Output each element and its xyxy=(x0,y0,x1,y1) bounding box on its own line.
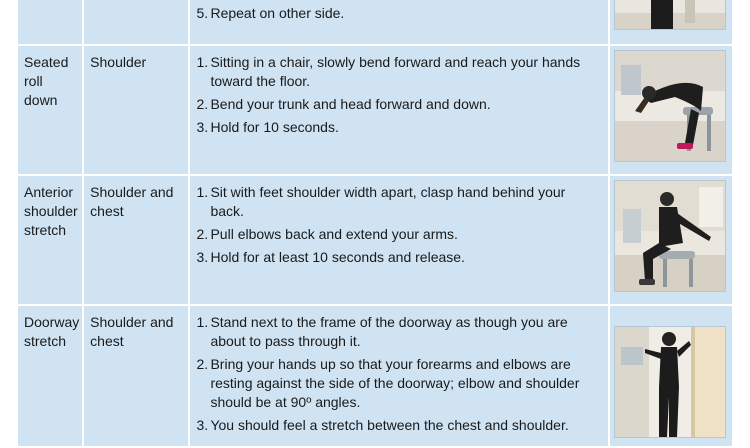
step-item xyxy=(196,183,601,221)
step-item xyxy=(196,225,601,244)
exercise-name-cell xyxy=(18,176,82,304)
body-area: Shoulder and chest xyxy=(90,184,174,219)
step-item xyxy=(196,95,601,114)
step-text: Sitting in a chair, slowly bend forward and reach your hands toward the floor. xyxy=(210,54,581,89)
step-number: 2. xyxy=(196,226,209,242)
table-row xyxy=(18,306,732,446)
photo-cell xyxy=(610,176,732,304)
exercise-name-cell xyxy=(18,46,82,174)
table-row xyxy=(18,0,732,44)
person-stretch-illustration xyxy=(615,0,725,29)
steps-list xyxy=(196,183,601,267)
step-number: 1. xyxy=(196,184,209,200)
step-number: 2. xyxy=(196,356,209,372)
seated-roll-down-illustration xyxy=(615,51,725,161)
photo-cell xyxy=(610,46,732,174)
step-number: 2. xyxy=(196,96,209,112)
doorway-stretch-photo xyxy=(614,326,726,438)
body-area: Shoulder and chest xyxy=(90,314,174,349)
step-number: 1. xyxy=(196,54,209,70)
exercise-name: Seated roll down xyxy=(24,54,69,108)
body-area-cell xyxy=(84,306,188,446)
exercise-table-container xyxy=(16,0,734,448)
anterior-shoulder-stretch-illustration xyxy=(615,181,725,291)
body-area-cell xyxy=(84,46,188,174)
step-text: Pull elbows back and extend your arms. xyxy=(210,226,458,242)
step-item xyxy=(196,53,601,91)
exercise-name-cell xyxy=(18,0,82,44)
body-area-cell xyxy=(84,0,188,44)
step-item xyxy=(196,118,601,137)
photo-cell xyxy=(610,306,732,446)
anterior-shoulder-stretch-photo xyxy=(614,180,726,292)
exercise-name-cell xyxy=(18,306,82,446)
body-area: Shoulder xyxy=(90,54,147,70)
steps-list xyxy=(196,313,601,435)
step-text: Bring your hands up so that your forearms and elbows are resting against the side of the doorway; elbow and shoulder should be at 90º angles. xyxy=(210,356,580,410)
step-item xyxy=(196,313,601,351)
exercise-name: Doorway stretch xyxy=(24,314,80,349)
steps-list xyxy=(196,0,601,23)
step-text: Sit with feet shoulder width apart, clasp hand behind your back. xyxy=(210,184,566,219)
exercise-table xyxy=(16,0,734,448)
body-area-cell xyxy=(84,176,188,304)
step-text: Hold for at least 10 seconds and release. xyxy=(210,249,465,265)
step-text: Stand next to the frame of the doorway as though you are about to pass through it. xyxy=(210,314,568,349)
exercise-name: Anterior shoulder stretch xyxy=(24,184,78,238)
step-text: Hold for 10 seconds. xyxy=(210,119,339,135)
table-row xyxy=(18,46,732,174)
step-item xyxy=(196,4,601,23)
step-item xyxy=(196,248,601,267)
seated-roll-down-photo xyxy=(614,50,726,162)
step-number: 3. xyxy=(196,119,209,135)
step-item xyxy=(196,355,601,412)
step-item xyxy=(196,416,601,435)
steps-cell xyxy=(190,46,607,174)
steps-cell xyxy=(190,176,607,304)
table-row xyxy=(18,176,732,304)
steps-list xyxy=(196,53,601,137)
step-number: 3. xyxy=(196,249,209,265)
step-text: Bend your trunk and head forward and down. xyxy=(210,96,491,112)
person-stretch-photo xyxy=(614,0,726,30)
step-number: 3. xyxy=(196,417,209,433)
photo-cell xyxy=(610,0,732,44)
doorway-stretch-illustration xyxy=(615,327,725,437)
step-text: You should feel a stretch between the chest and shoulder. xyxy=(210,417,569,433)
steps-cell xyxy=(190,306,607,446)
step-number: 5. xyxy=(196,5,209,21)
steps-cell xyxy=(190,0,607,44)
step-text: Repeat on other side. xyxy=(210,5,345,21)
step-number: 1. xyxy=(196,314,209,330)
